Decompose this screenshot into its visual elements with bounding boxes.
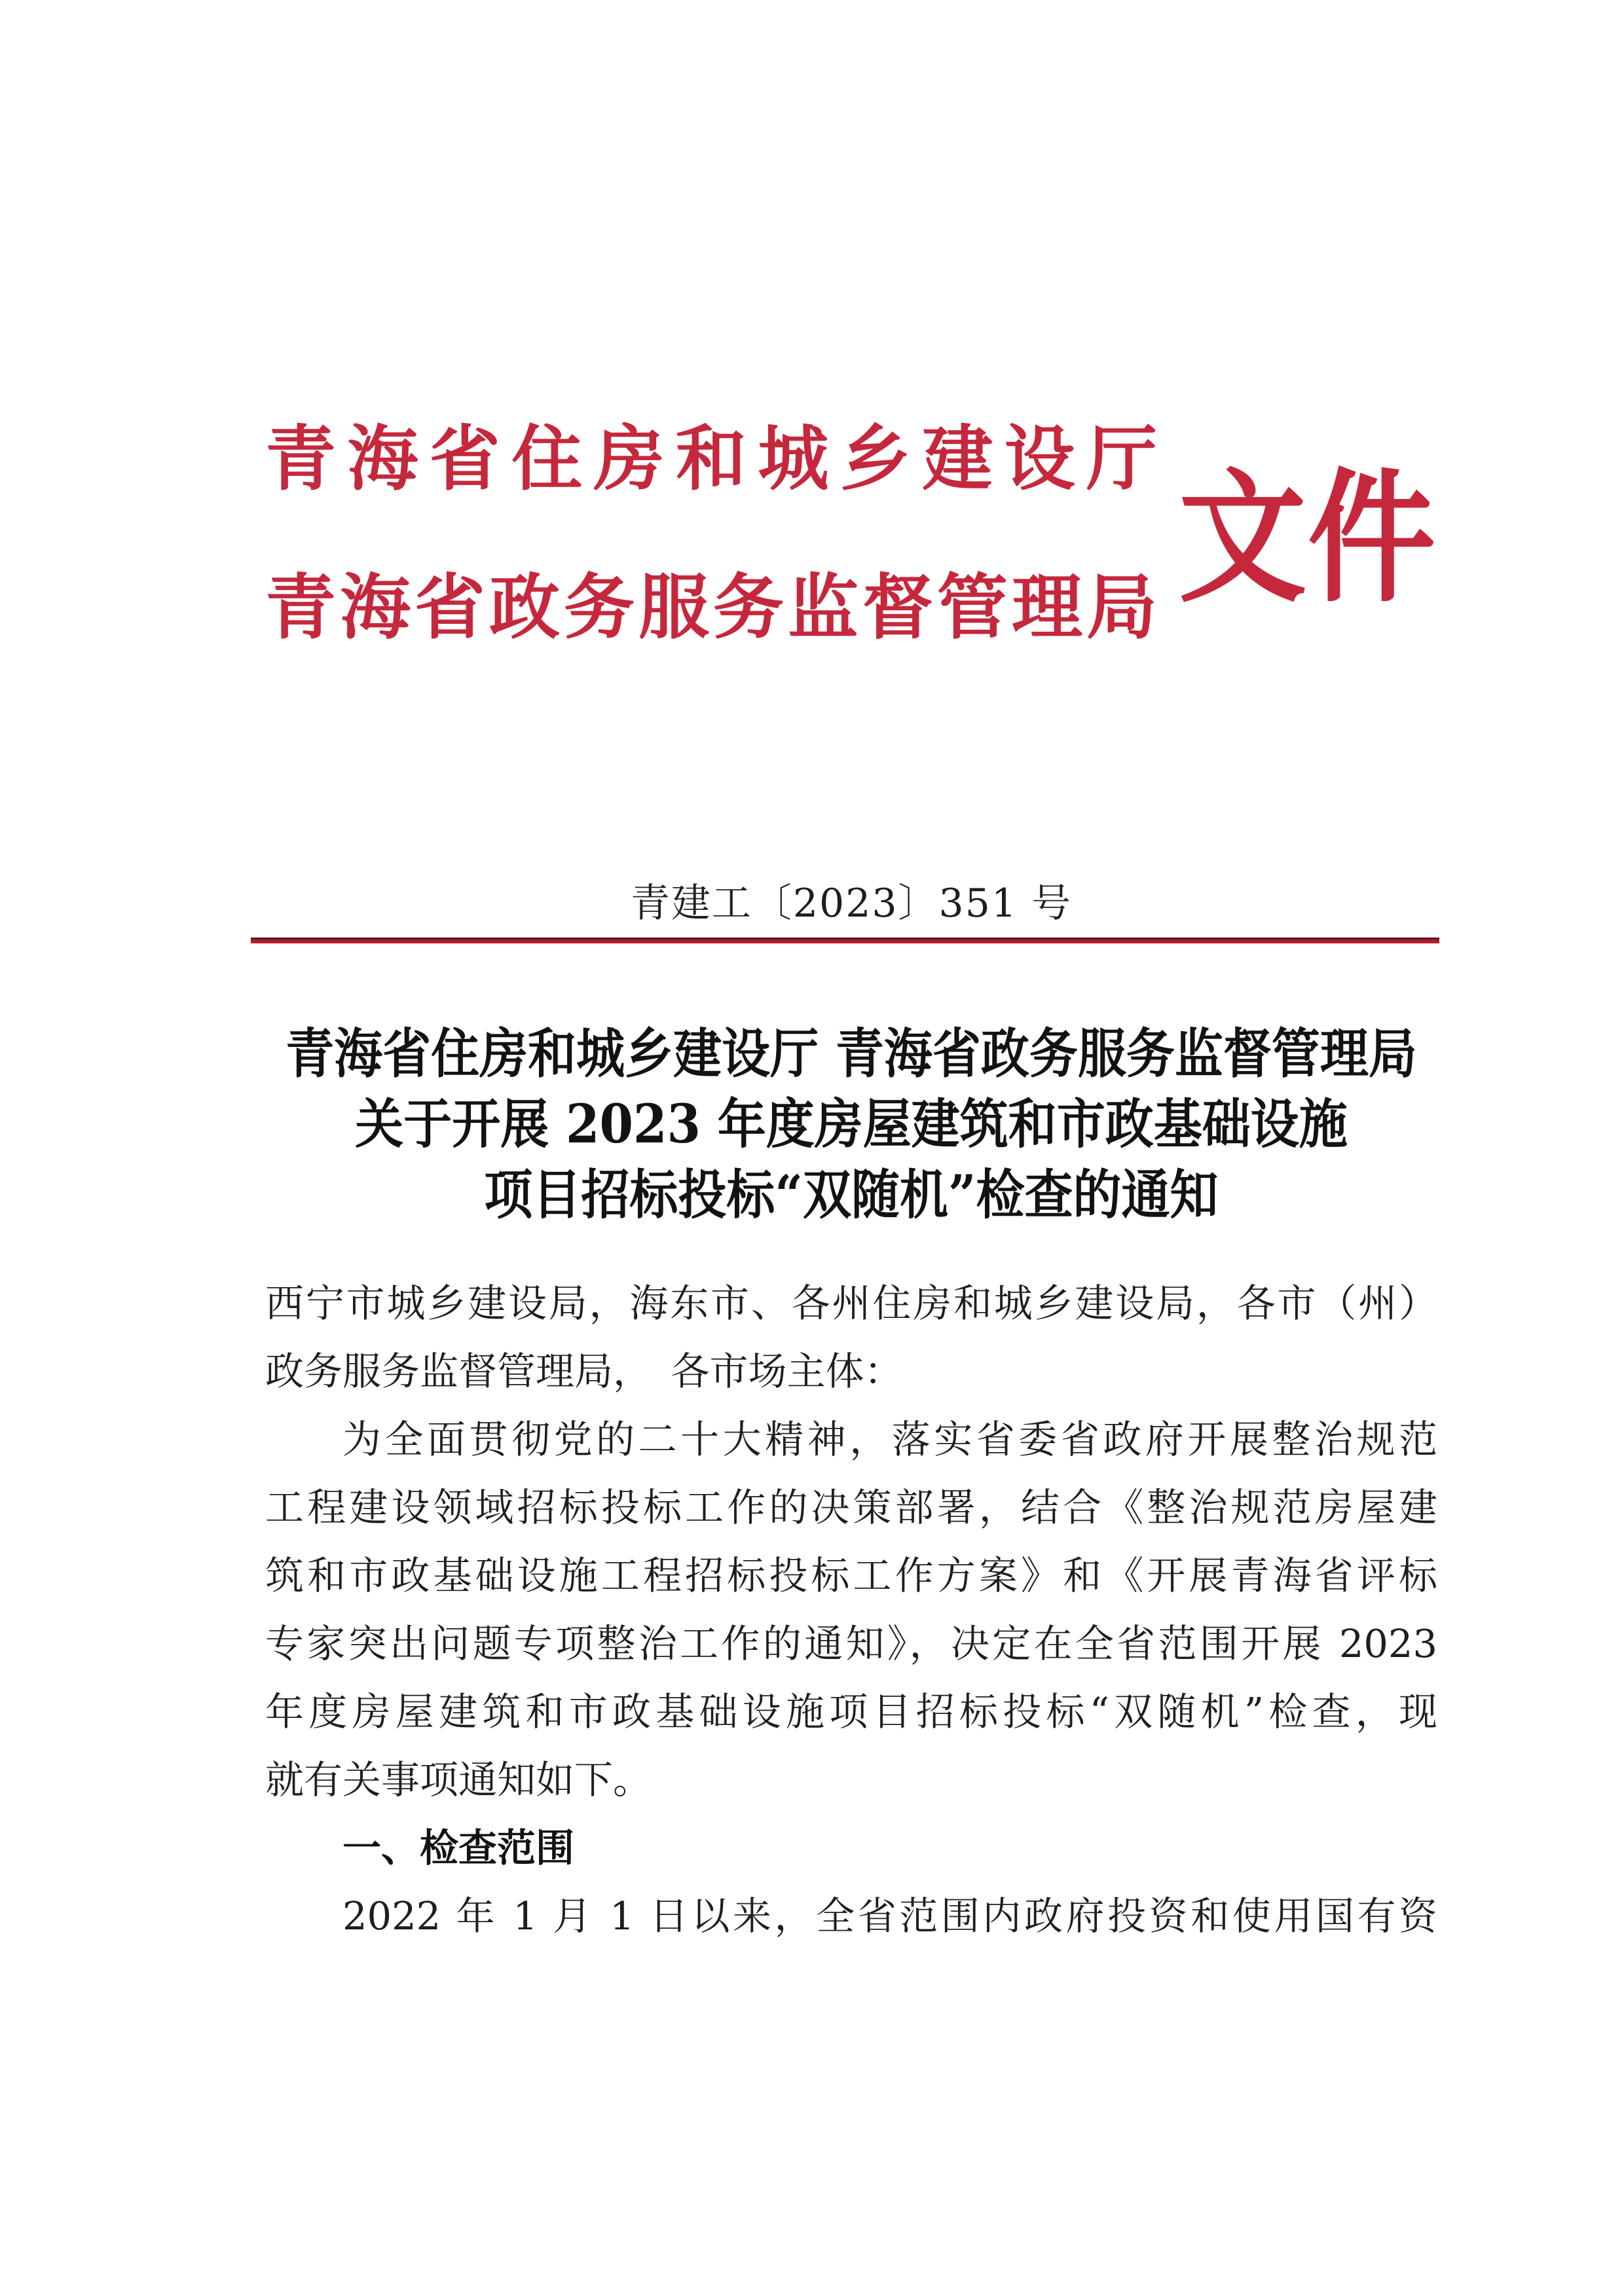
letterhead-document-mark: 文件 [1179,453,1437,622]
paragraph-line: 筑和市政基础设施工程招标投标工作方案》和《开展青海省评标 [265,1553,1437,1598]
paragraph-line: 年度房屋建筑和市政基础设施项目招标投标“双随机”检查，现 [265,1689,1437,1734]
document-reference-number: 青建工〔2023〕351 号 [630,881,1073,926]
document-body [265,1269,1437,1950]
letterhead-agency-name-1: 青海省住房和城乡建设厅 [265,418,1157,500]
title-line-2: 关于开展 2023 年度房屋建筑和市政基础设施 [355,1093,1348,1156]
section-heading-1: 一、检查范围 [342,1825,575,1870]
paragraph-line: 为全面贯彻党的二十大精神，落实省委省政府开展整治规范 [342,1417,1437,1462]
letterhead [265,385,1157,682]
document-title [265,1019,1437,1230]
title-line-1: 青海省住房和城乡建设厅 青海省政务服务监督管理局 [286,1023,1417,1085]
paragraph-line: 专家突出问题专项整治工作的通知》，决定在全省范围开展 2023 [265,1621,1437,1666]
recipients-line-2: 政务服务监督管理局， 各市场主体： [265,1349,903,1394]
title-line-3: 项目招标投标“双随机”检查的通知 [484,1164,1219,1226]
paragraph-line: 2022 年 1 月 1 日以来，全省范围内政府投资和使用国有资 [342,1893,1437,1939]
recipients-line-1: 西宁市城乡建设局，海东市、各州住房和城乡建设局，各市（州） [265,1281,1437,1326]
red-separator-line [251,938,1439,943]
paragraph-line: 就有关事项通知如下。 [265,1757,652,1802]
paragraph-line: 工程建设领域招标投标工作的决策部署，结合《整治规范房屋建 [265,1485,1437,1530]
letterhead-agency-name-2: 青海省政务服务监督管理局 [265,566,1157,649]
